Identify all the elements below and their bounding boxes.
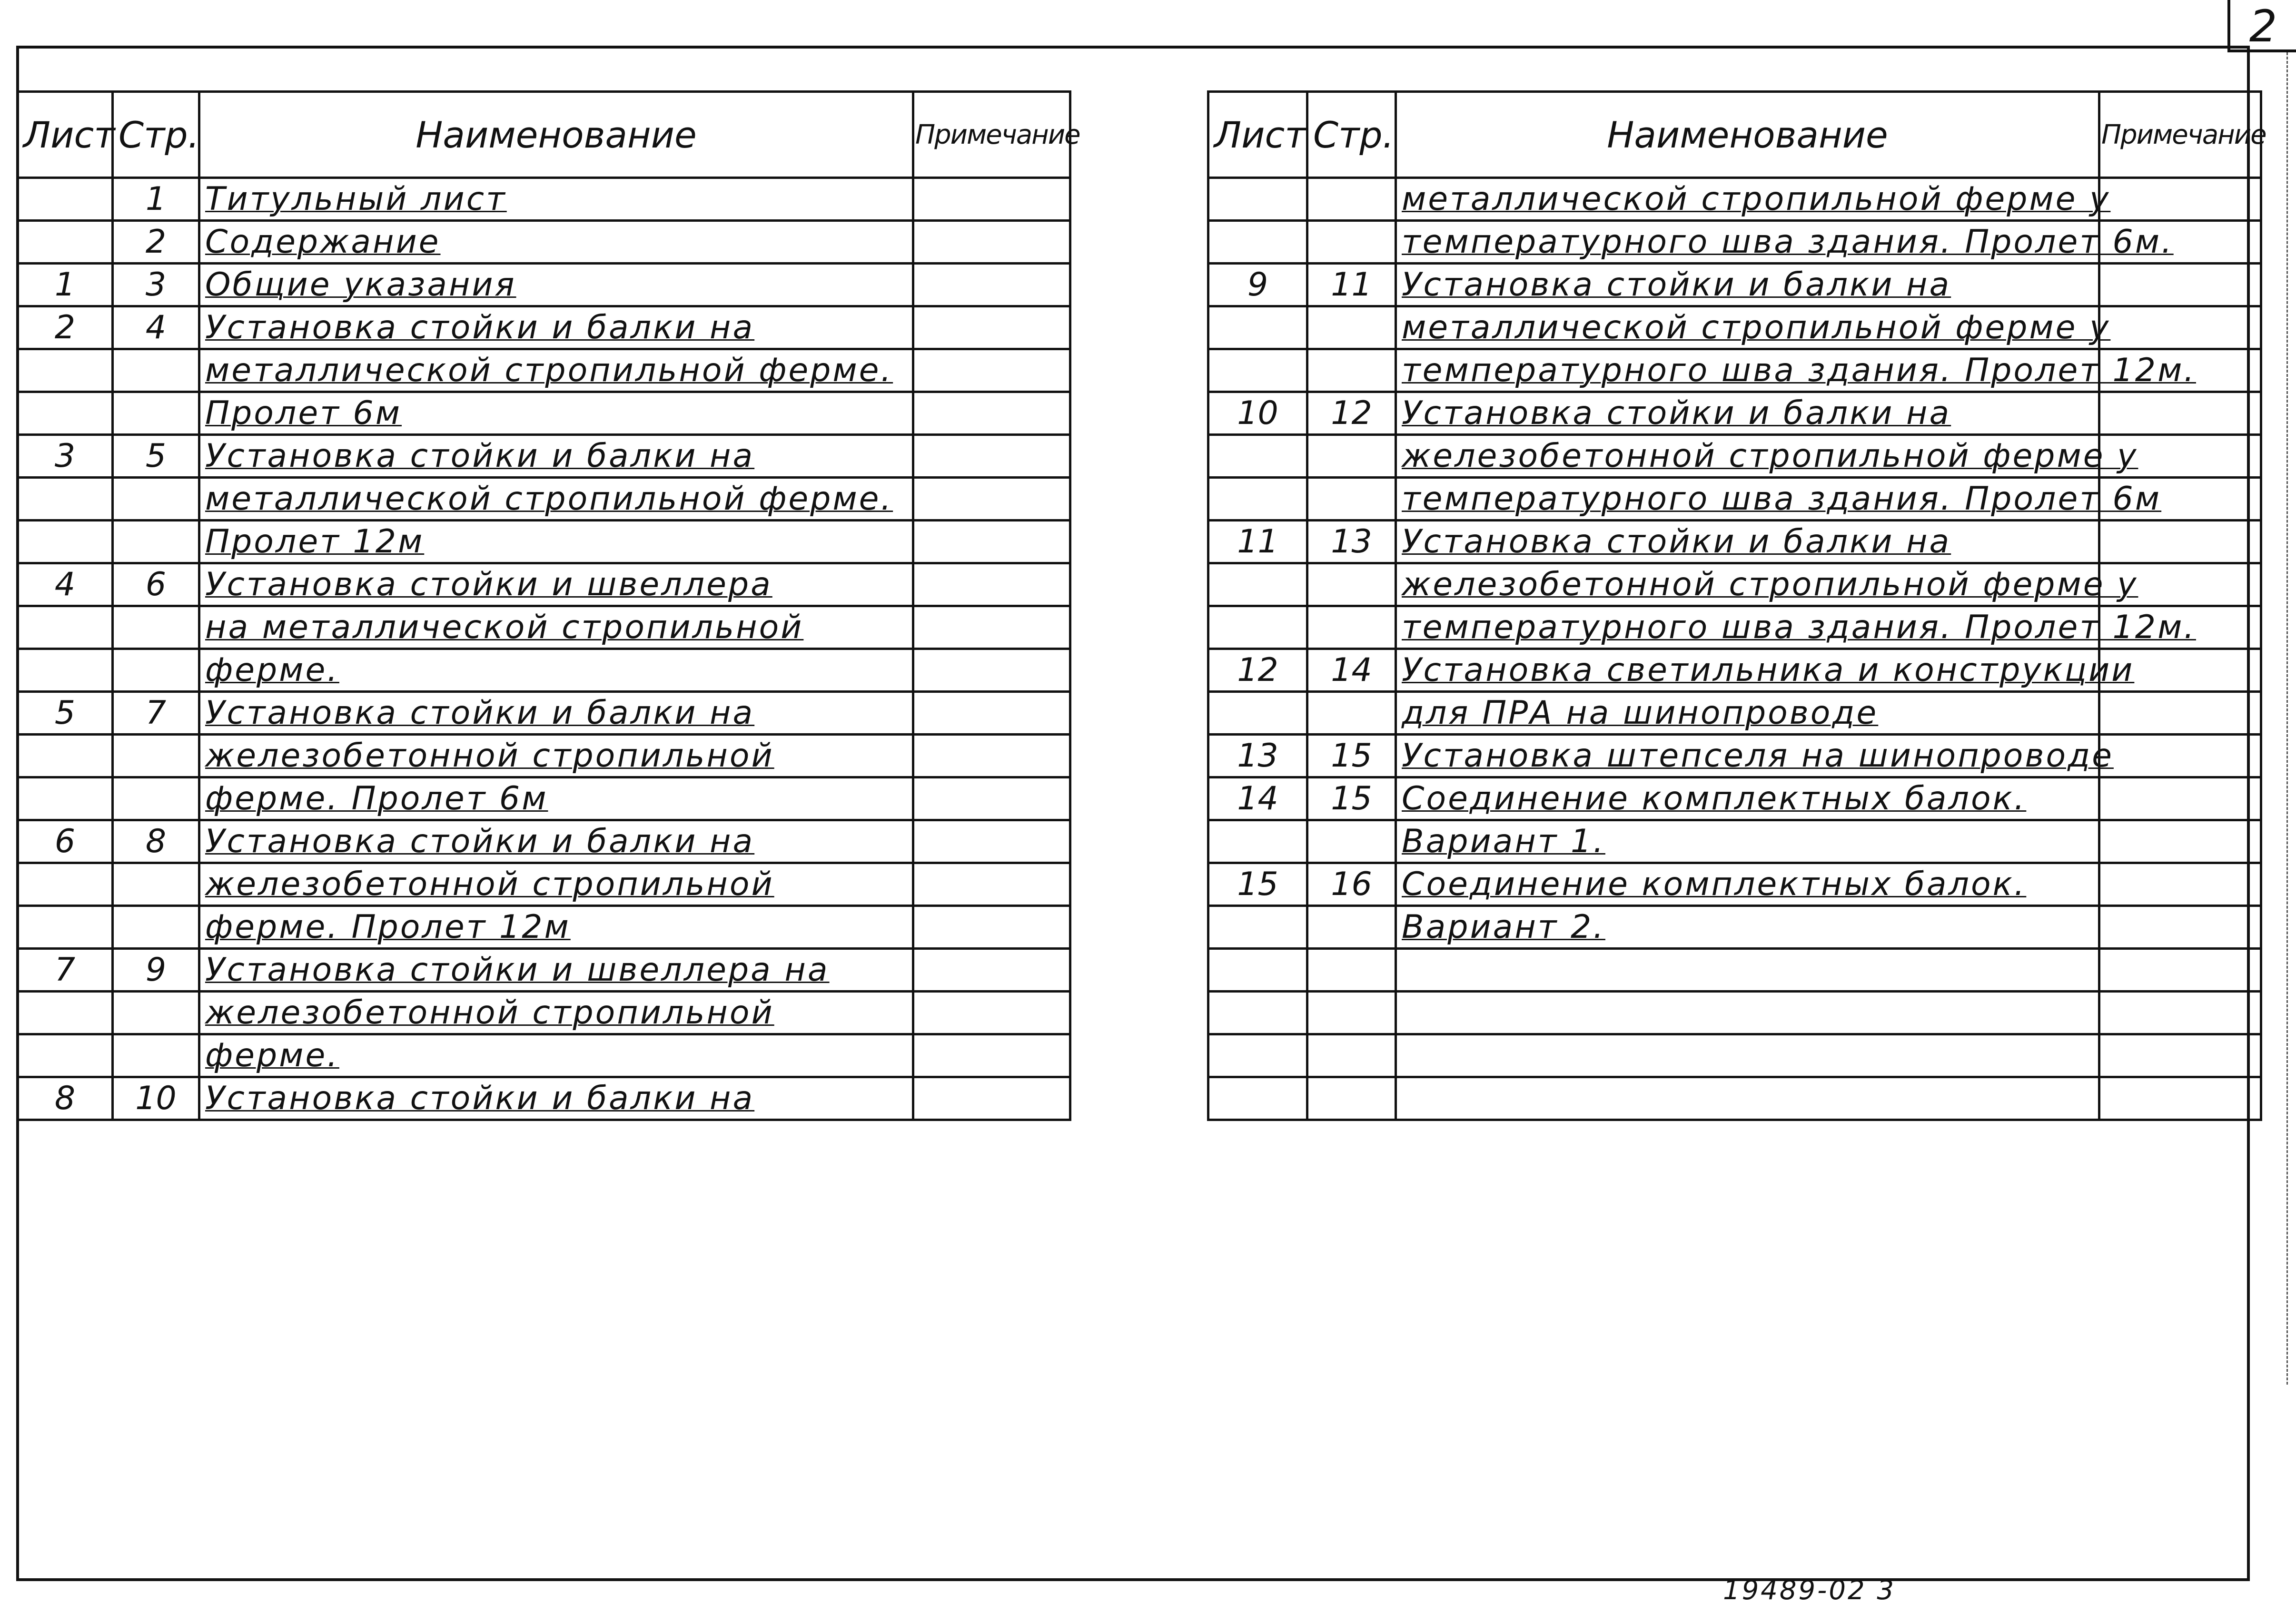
cell-page: 10 — [113, 1077, 199, 1120]
cell-page — [113, 649, 199, 692]
cell-name: Установка стойки и швеллера на — [199, 949, 913, 992]
table-row — [18, 392, 1070, 435]
cell-name — [1396, 1034, 2099, 1077]
table-row — [1208, 777, 2261, 820]
table-row — [18, 777, 1070, 820]
table-row — [1208, 392, 2261, 435]
cell-note — [913, 392, 1070, 435]
cell-sheet — [18, 521, 113, 563]
table-row — [1208, 221, 2261, 264]
cell-note — [913, 435, 1070, 478]
cell-page — [1307, 992, 1396, 1034]
cell-name — [1396, 949, 2099, 992]
table-row — [18, 349, 1070, 392]
cell-page — [113, 863, 199, 906]
cell-page — [1307, 949, 1396, 992]
header-sheet: Лист — [1208, 92, 1307, 178]
table-row — [18, 221, 1070, 264]
cell-page — [113, 521, 199, 563]
cell-note — [2099, 692, 2261, 735]
cell-sheet: 9 — [1208, 264, 1307, 306]
table-row — [1208, 178, 2261, 221]
table-row — [1208, 306, 2261, 349]
cell-sheet: 7 — [18, 949, 113, 992]
cell-sheet — [1208, 178, 1307, 221]
cell-page — [113, 1034, 199, 1077]
cell-page — [1307, 820, 1396, 863]
cell-page: 2 — [113, 221, 199, 264]
cell-sheet — [1208, 820, 1307, 863]
cell-page: 3 — [113, 264, 199, 306]
cell-sheet — [1208, 221, 1307, 264]
cell-note — [913, 992, 1070, 1034]
cell-note — [2099, 1034, 2261, 1077]
sheet-number: 2 — [2249, 1, 2277, 52]
table-row — [18, 863, 1070, 906]
cell-note — [913, 777, 1070, 820]
cell-page: 4 — [113, 306, 199, 349]
table-row — [1208, 735, 2261, 777]
header-row — [1208, 92, 2261, 178]
cell-sheet: 1 — [18, 264, 113, 306]
cell-sheet — [1208, 306, 1307, 349]
cell-sheet — [1208, 563, 1307, 606]
cell-name: Соединение комплектных балок. — [1396, 863, 2099, 906]
cell-sheet — [18, 221, 113, 264]
cell-page — [113, 606, 199, 649]
cell-name: ферме. Пролет 12м — [199, 906, 913, 949]
table-row — [18, 906, 1070, 949]
cell-note — [913, 349, 1070, 392]
cell-name: металлической стропильной ферме у — [1396, 306, 2099, 349]
header-page: Стр. — [113, 92, 199, 178]
cell-name: Вариант 2. — [1396, 906, 2099, 949]
cell-sheet — [18, 392, 113, 435]
table-row — [1208, 820, 2261, 863]
cell-page: 9 — [113, 949, 199, 992]
cell-sheet: 5 — [18, 692, 113, 735]
table-row — [18, 692, 1070, 735]
cell-sheet: 8 — [18, 1077, 113, 1120]
cell-sheet — [1208, 1034, 1307, 1077]
cell-note — [913, 478, 1070, 521]
contents-table-right — [1207, 90, 2266, 1121]
cell-sheet — [18, 735, 113, 777]
cell-name: ферме. Пролет 6м — [199, 777, 913, 820]
cell-sheet — [18, 906, 113, 949]
cell-note — [2099, 906, 2261, 949]
cell-page — [1307, 178, 1396, 221]
cell-note — [2099, 735, 2261, 777]
cell-page — [113, 777, 199, 820]
cell-page — [1307, 349, 1396, 392]
cell-name: ферме. — [199, 1034, 913, 1077]
table-row — [1208, 863, 2261, 906]
cell-page: 15 — [1307, 777, 1396, 820]
cell-page: 12 — [1307, 392, 1396, 435]
table-row — [1208, 1077, 2261, 1120]
cell-sheet — [18, 606, 113, 649]
table-row — [18, 949, 1070, 992]
cell-name: железобетонной стропильной ферме у — [1396, 563, 2099, 606]
cell-note — [2099, 863, 2261, 906]
cell-name: Соединение комплектных балок. — [1396, 777, 2099, 820]
cell-name: Установка светильника и конструкции — [1396, 649, 2099, 692]
cell-name: температурного шва здания. Пролет 12м. — [1396, 606, 2099, 649]
header-sheet: Лист — [18, 92, 113, 178]
table-row — [18, 820, 1070, 863]
cell-page — [1307, 1034, 1396, 1077]
cell-name: железобетонной стропильной — [199, 735, 913, 777]
cell-page: 7 — [113, 692, 199, 735]
cell-note — [2099, 992, 2261, 1034]
cell-name: на металлической стропильной — [199, 606, 913, 649]
cell-name: Общие указания — [199, 264, 913, 306]
cell-sheet — [18, 349, 113, 392]
cell-sheet — [1208, 349, 1307, 392]
table-row — [18, 521, 1070, 563]
cell-sheet — [1208, 992, 1307, 1034]
cell-note — [913, 606, 1070, 649]
cell-note — [913, 521, 1070, 563]
cell-name: Установка стойки и балки на — [199, 306, 913, 349]
cell-page — [1307, 906, 1396, 949]
cell-name: Титульный лист — [199, 178, 913, 221]
cell-page — [1307, 221, 1396, 264]
table-row — [18, 178, 1070, 221]
header-note: Примечание — [2099, 92, 2261, 178]
cell-name: температурного шва здания. Пролет 6м — [1396, 478, 2099, 521]
cell-note — [913, 863, 1070, 906]
cell-name: Содержание — [199, 221, 913, 264]
header-page: Стр. — [1307, 92, 1396, 178]
cell-sheet: 13 — [1208, 735, 1307, 777]
cell-sheet — [1208, 692, 1307, 735]
table-row — [1208, 906, 2261, 949]
cell-note — [913, 649, 1070, 692]
table-row — [1208, 563, 2261, 606]
cell-sheet: 14 — [1208, 777, 1307, 820]
cell-sheet — [18, 992, 113, 1034]
table-row — [18, 435, 1070, 478]
cell-name: Установка стойки и балки на — [199, 435, 913, 478]
cell-note — [2099, 777, 2261, 820]
header-note: Примечание — [913, 92, 1070, 178]
cell-note — [913, 221, 1070, 264]
cell-name: Установка стойки и балки на — [1396, 521, 2099, 563]
table-row — [1208, 992, 2261, 1034]
table-row — [1208, 264, 2261, 306]
cell-note — [913, 1077, 1070, 1120]
table-row — [18, 264, 1070, 306]
table-row — [18, 478, 1070, 521]
table-row — [1208, 606, 2261, 649]
table-row — [18, 606, 1070, 649]
table-row — [1208, 478, 2261, 521]
header-name: Наименование — [1396, 92, 2099, 178]
cell-page: 1 — [113, 178, 199, 221]
table-row — [18, 563, 1070, 606]
cell-name — [1396, 992, 2099, 1034]
cell-name: Установка стойки и балки на — [199, 1077, 913, 1120]
cell-note — [913, 264, 1070, 306]
cell-name: железобетонной стропильной — [199, 992, 913, 1034]
header-name: Наименование — [199, 92, 913, 178]
cell-page: 6 — [113, 563, 199, 606]
table-row — [18, 306, 1070, 349]
cell-page: 11 — [1307, 264, 1396, 306]
cell-page — [1307, 435, 1396, 478]
cell-page — [1307, 1077, 1396, 1120]
cell-sheet — [18, 649, 113, 692]
cell-sheet: 6 — [18, 820, 113, 863]
cell-note — [2099, 949, 2261, 992]
cell-note — [2099, 521, 2261, 563]
cell-sheet: 15 — [1208, 863, 1307, 906]
table-row — [1208, 435, 2261, 478]
cell-note — [913, 906, 1070, 949]
cell-sheet — [1208, 1077, 1307, 1120]
cell-note — [913, 949, 1070, 992]
table-row — [18, 1034, 1070, 1077]
cell-sheet — [18, 1034, 113, 1077]
cell-note — [2099, 306, 2261, 349]
table-row — [18, 992, 1070, 1034]
cell-page: 5 — [113, 435, 199, 478]
cell-name: ферме. — [199, 649, 913, 692]
sheet-edge-line — [2286, 52, 2290, 1385]
cell-name: Установка стойки и балки на — [1396, 264, 2099, 306]
cell-page — [113, 735, 199, 777]
cell-sheet: 4 — [18, 563, 113, 606]
cell-name: Пролет 6м — [199, 392, 913, 435]
cell-note — [913, 563, 1070, 606]
cell-name: Установка стойки и швеллера — [199, 563, 913, 606]
cell-page: 8 — [113, 820, 199, 863]
cell-note — [913, 178, 1070, 221]
cell-sheet — [1208, 478, 1307, 521]
cell-name: металлической стропильной ферме у — [1396, 178, 2099, 221]
cell-page — [1307, 563, 1396, 606]
table-row — [18, 735, 1070, 777]
cell-page: 13 — [1307, 521, 1396, 563]
cell-name: железобетонной стропильной — [199, 863, 913, 906]
cell-sheet — [18, 777, 113, 820]
cell-sheet — [18, 178, 113, 221]
cell-note — [913, 735, 1070, 777]
cell-sheet: 2 — [18, 306, 113, 349]
cell-sheet — [18, 478, 113, 521]
cell-name: Установка стойки и балки на — [1396, 392, 2099, 435]
cell-note — [2099, 392, 2261, 435]
cell-note — [913, 820, 1070, 863]
cell-page — [113, 478, 199, 521]
cell-page — [113, 349, 199, 392]
cell-page — [1307, 478, 1396, 521]
cell-name: Установка стойки и балки на — [199, 692, 913, 735]
cell-name: Установка стойки и балки на — [199, 820, 913, 863]
cell-page — [1307, 692, 1396, 735]
cell-name: Вариант 1. — [1396, 820, 2099, 863]
cell-name: Установка штепселя на шинопроводе — [1396, 735, 2099, 777]
cell-sheet — [1208, 435, 1307, 478]
cell-sheet — [1208, 949, 1307, 992]
cell-sheet: 10 — [1208, 392, 1307, 435]
cell-page: 14 — [1307, 649, 1396, 692]
cell-sheet — [18, 863, 113, 906]
cell-name: температурного шва здания. Пролет 12м. — [1396, 349, 2099, 392]
cell-sheet: 11 — [1208, 521, 1307, 563]
cell-page — [113, 992, 199, 1034]
cell-note — [2099, 1077, 2261, 1120]
cell-note — [913, 306, 1070, 349]
cell-sheet: 3 — [18, 435, 113, 478]
cell-page — [1307, 606, 1396, 649]
cell-name — [1396, 1077, 2099, 1120]
cell-sheet: 12 — [1208, 649, 1307, 692]
cell-note — [2099, 820, 2261, 863]
cell-page — [113, 906, 199, 949]
cell-page — [113, 392, 199, 435]
table-row — [1208, 521, 2261, 563]
table-row — [1208, 949, 2261, 992]
cell-name: для ПРА на шинопроводе — [1396, 692, 2099, 735]
cell-name: металлической стропильной ферме. — [199, 349, 913, 392]
cell-note — [913, 692, 1070, 735]
cell-page: 15 — [1307, 735, 1396, 777]
cell-sheet — [1208, 906, 1307, 949]
cell-note — [2099, 264, 2261, 306]
cell-name: температурного шва здания. Пролет 6м. — [1396, 221, 2099, 264]
table-row — [1208, 1034, 2261, 1077]
table-row — [1208, 649, 2261, 692]
cell-page: 16 — [1307, 863, 1396, 906]
table-row — [1208, 692, 2261, 735]
cell-name: металлической стропильной ферме. — [199, 478, 913, 521]
table-row — [18, 1077, 1070, 1120]
cell-name: Пролет 12м — [199, 521, 913, 563]
cell-sheet — [1208, 606, 1307, 649]
contents-table-left — [16, 90, 1080, 1121]
header-row — [18, 92, 1070, 178]
cell-note — [2099, 178, 2261, 221]
cell-note — [913, 1034, 1070, 1077]
document-stamp: 19489-02 3 — [1723, 1575, 1896, 1606]
table-row — [1208, 349, 2261, 392]
cell-page — [1307, 306, 1396, 349]
cell-name: железобетонной стропильной ферме у — [1396, 435, 2099, 478]
table-row — [18, 649, 1070, 692]
